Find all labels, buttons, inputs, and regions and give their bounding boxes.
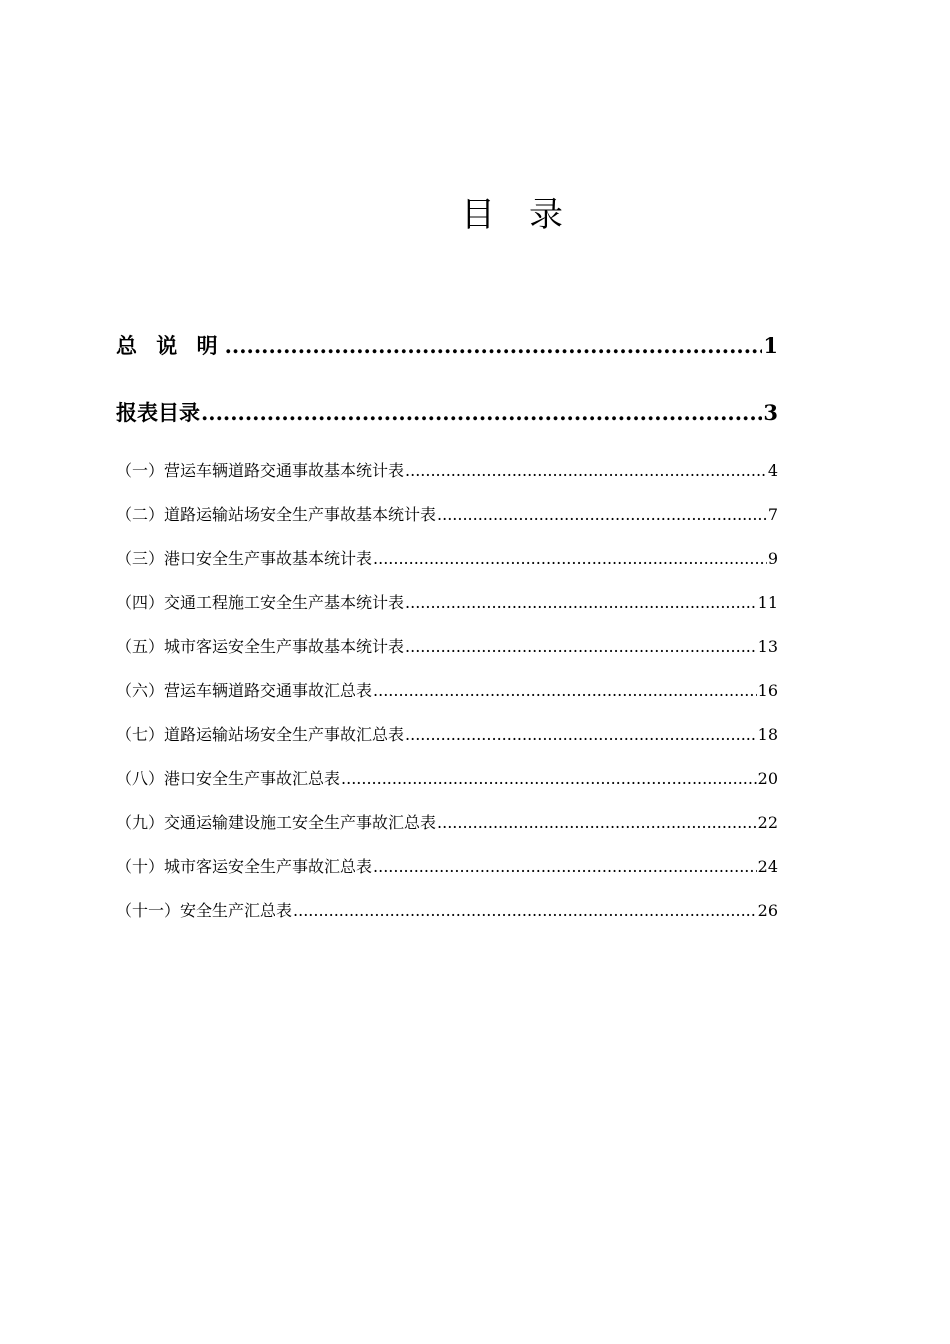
- toc-entry-table-2[interactable]: [116, 503, 778, 527]
- toc-entry-label: （八）港口安全生产事故汇总表: [116, 769, 341, 788]
- page-title-char-2: 录: [529, 195, 563, 235]
- toc-entry-page: 24: [757, 857, 778, 876]
- toc-dot-leader: [293, 899, 757, 923]
- toc-entry-label: （四）交通工程施工安全生产基本统计表: [116, 593, 405, 612]
- toc-entry-page: 18: [757, 725, 778, 744]
- toc-entry-page: 13: [757, 637, 778, 656]
- toc-entry-page: 7: [767, 505, 778, 524]
- toc-entry-table-4[interactable]: [116, 591, 778, 615]
- toc-entry-page: 4: [767, 461, 778, 480]
- toc-entry-label: （三）港口安全生产事故基本统计表: [116, 549, 373, 568]
- toc-entry-page: 26: [757, 901, 778, 920]
- toc-entry-label: （十）城市客运安全生产事故汇总表: [116, 857, 373, 876]
- toc-entry-label: （一）营运车辆道路交通事故基本统计表: [116, 461, 405, 480]
- toc-entry-table-5[interactable]: [116, 635, 778, 659]
- toc-dot-leader: [373, 547, 767, 571]
- toc-entry-table-7[interactable]: [116, 723, 778, 747]
- toc-entry-page: 1: [763, 333, 778, 358]
- toc-dot-leader: [405, 459, 767, 483]
- toc-entry-general-notes[interactable]: [116, 331, 778, 361]
- toc-dot-leader: [405, 635, 757, 659]
- toc-entry-table-11[interactable]: [116, 899, 778, 923]
- toc-entry-label: 总 说 明: [116, 333, 224, 358]
- toc-entry-table-10[interactable]: [116, 855, 778, 879]
- toc-dot-leader: [405, 723, 757, 747]
- toc-entry-page: 22: [757, 813, 778, 832]
- toc-entry-page: 16: [757, 681, 778, 700]
- toc-entry-label: （五）城市客运安全生产事故基本统计表: [116, 637, 405, 656]
- toc-entry-report-catalog[interactable]: [116, 398, 778, 428]
- toc-dot-leader: [437, 503, 767, 527]
- toc-dot-leader: [437, 811, 757, 835]
- toc-entry-table-9[interactable]: [116, 811, 778, 835]
- toc-dot-leader: [225, 331, 763, 361]
- toc-entry-label: （二）道路运输站场安全生产事故基本统计表: [116, 505, 437, 524]
- toc-dot-leader: [373, 855, 757, 879]
- toc-entry-label: 报表目录: [116, 400, 200, 425]
- toc-dot-leader: [405, 591, 757, 615]
- toc-entry-table-1[interactable]: [116, 459, 778, 483]
- toc-dot-leader: [373, 679, 757, 703]
- toc-entry-page: 11: [757, 593, 778, 612]
- toc-entry-label: （六）营运车辆道路交通事故汇总表: [116, 681, 373, 700]
- toc-entry-page: 20: [757, 769, 778, 788]
- page-title: [0, 190, 950, 240]
- toc-entry-table-6[interactable]: [116, 679, 778, 703]
- toc-dot-leader: [201, 398, 762, 428]
- toc-dot-leader: [341, 767, 757, 791]
- toc-entry-label: （七）道路运输站场安全生产事故汇总表: [116, 725, 405, 744]
- toc-entry-table-8[interactable]: [116, 767, 778, 791]
- toc-entry-label: （九）交通运输建设施工安全生产事故汇总表: [116, 813, 437, 832]
- toc-entry-label: （十一）安全生产汇总表: [116, 901, 293, 920]
- toc-entry-table-3[interactable]: [116, 547, 778, 571]
- toc-entry-page: 3: [763, 400, 778, 425]
- page-title-char-1: 目: [461, 195, 495, 235]
- toc-entry-page: 9: [767, 549, 778, 568]
